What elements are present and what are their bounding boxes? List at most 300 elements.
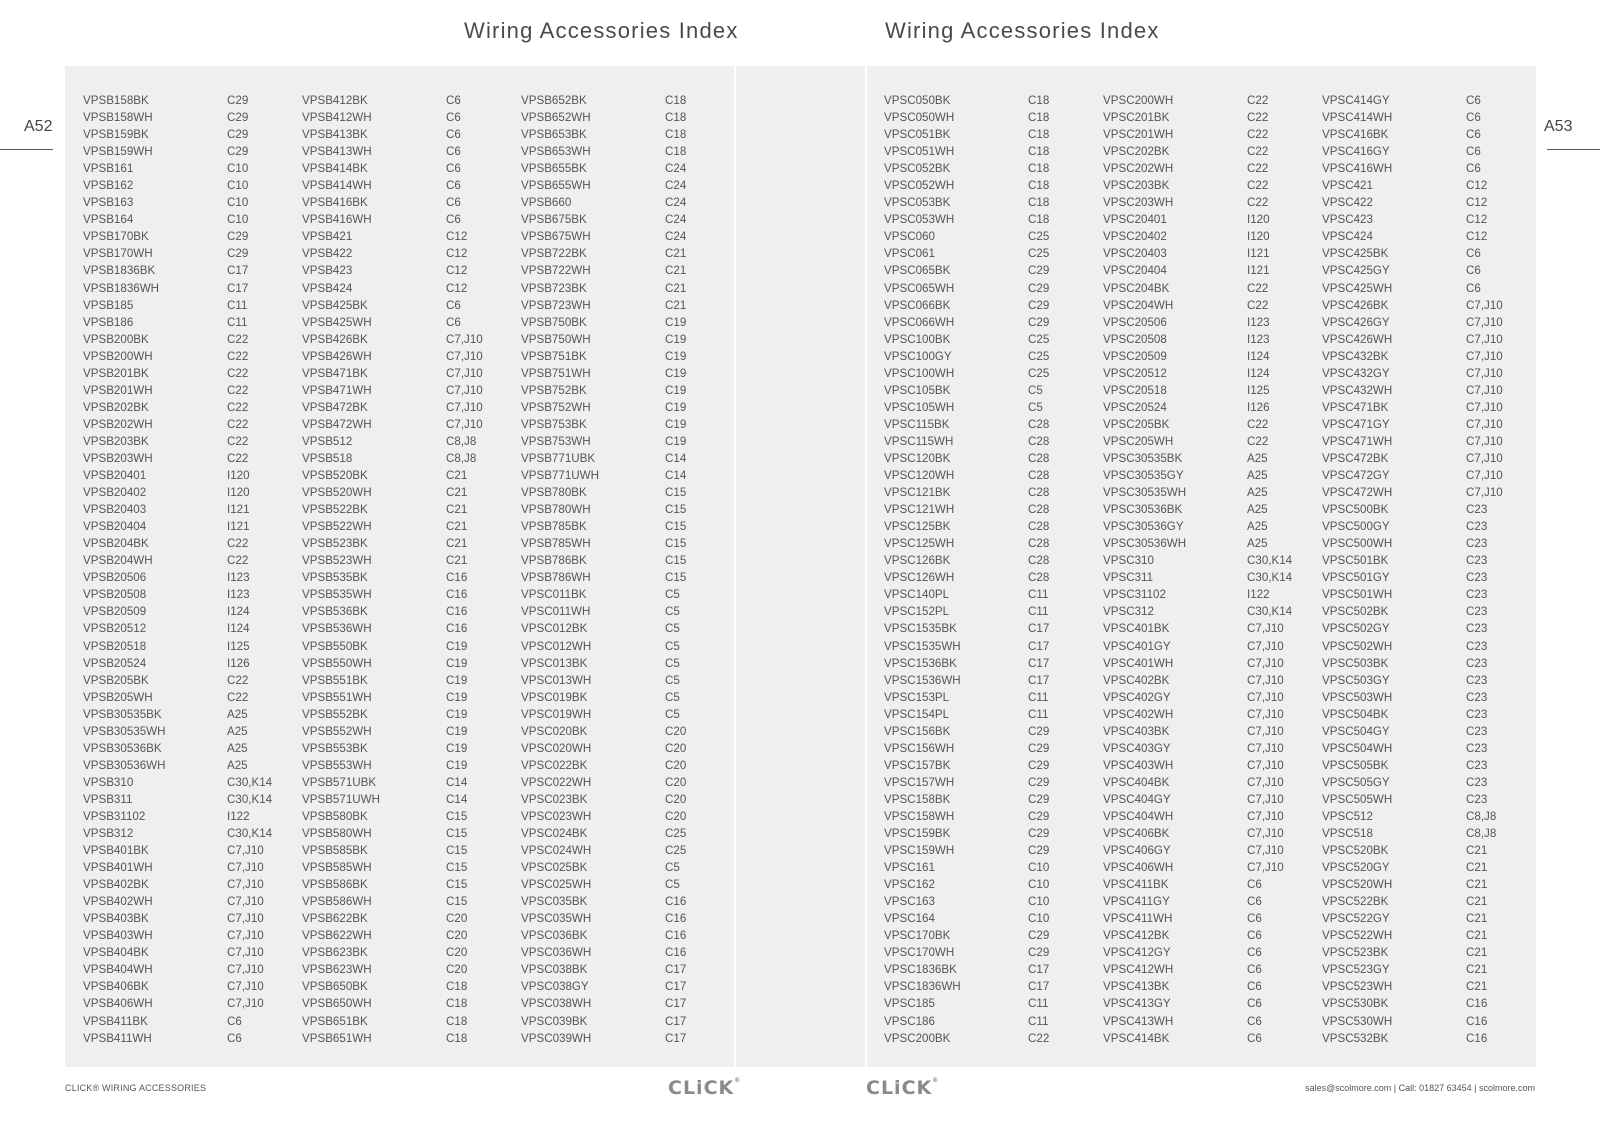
page-reference: C29 [1028,827,1050,841]
page-reference: C28 [1028,537,1050,551]
product-code: VPSC050BK [884,94,951,107]
page-reference: C14 [665,469,687,483]
index-row [83,160,272,177]
product-code: VPSC20403 [1103,247,1167,261]
page-reference: C23 [1466,622,1488,636]
page-reference: C17 [1028,656,1050,670]
page-reference: C17 [665,980,687,994]
product-code: VPSB653WH [521,145,591,159]
product-code: VPSC425BK [1322,247,1389,261]
product-code: VPSC31102 [1103,588,1166,602]
product-code: VPSC30535BK [1103,451,1183,465]
product-code: VPSC520WH [1322,878,1393,892]
index-row [1103,467,1292,484]
product-code: VPSC472WH [1322,486,1393,500]
index-row [521,245,686,262]
index-row [521,535,686,552]
index-row [302,467,483,484]
product-code: VPSC414GY [1322,94,1390,107]
page-reference: C7,J10 [227,946,264,960]
index-row [521,672,686,689]
index-row [1103,569,1292,586]
page-reference: C22 [1247,162,1269,176]
index-row [83,126,272,143]
product-code: VPSB414WH [302,179,372,193]
index-row [83,740,272,757]
product-code: VPSC1536BK [884,656,957,670]
page-reference: C10 [227,162,249,176]
index-row [1103,109,1292,126]
product-code: VPSC066WH [884,315,955,329]
product-code: VPSB426WH [302,349,372,363]
product-code: VPSC020WH [521,741,592,755]
product-code: VPSB750BK [521,315,587,329]
page-reference: C30,K14 [1247,605,1293,619]
product-code: VPSC432WH [1322,383,1393,397]
page-reference: C6 [1247,878,1262,892]
page-reference: C24 [665,162,687,176]
product-code: VPSC024WH [521,844,592,858]
product-code: VPSB771UBK [521,451,596,465]
index-row [83,672,272,689]
index-row [884,723,1049,740]
product-code: VPSB159BK [83,128,149,142]
page-reference: C19 [446,656,468,670]
page-reference: C16 [1466,997,1488,1011]
product-code: VPSC500GY [1322,520,1390,534]
index-row [1103,314,1292,331]
index-row [1103,842,1292,859]
index-row [83,433,272,450]
page-reference: C10 [1028,912,1050,926]
index-row [521,433,686,450]
product-code: VPSB675WH [521,230,591,244]
index-row [83,603,272,620]
product-code: VPSB553BK [302,741,368,755]
product-code: VPSB585WH [302,861,372,875]
product-code: VPSB780BK [521,486,587,500]
page-reference: C14 [446,775,468,789]
index-row [1103,211,1292,228]
page-reference: A25 [227,707,248,721]
page-reference: C29 [1028,281,1050,295]
index-row [1322,961,1503,978]
product-code: VPSC156WH [884,741,955,755]
page-reference: C7,J10 [1247,861,1284,875]
product-code: VPSC530BK [1322,997,1389,1011]
index-row [1103,620,1292,637]
page-reference: C7,J10 [227,878,264,892]
product-code: VPSB425WH [302,315,372,329]
product-code: VPSC012BK [521,622,588,636]
page-reference: C17 [665,997,687,1011]
product-code: VPSB536WH [302,622,372,636]
page-reference: C6 [1466,247,1481,261]
index-row [521,569,686,586]
product-code: VPSC126WH [884,571,955,585]
index-row [83,978,272,995]
product-code: VPSB675BK [521,213,587,227]
product-code: VPSB20403 [83,503,147,517]
page-reference: C14 [446,792,468,806]
right-page-column-1 [884,92,1049,1047]
index-row [1322,280,1503,297]
index-row [884,842,1049,859]
product-code: VPSB20506 [83,571,147,585]
index-row [1103,92,1292,109]
index-row [302,433,483,450]
index-row [302,92,483,109]
page-reference: C28 [1028,434,1050,448]
index-row [302,927,483,944]
index-row [83,1030,272,1047]
page-reference: C15 [446,844,468,858]
index-row [1322,893,1503,910]
index-row [302,143,483,160]
product-code: VPSB205BK [83,673,149,687]
page-reference: C6 [1247,1031,1262,1045]
page-reference: C7,J10 [227,963,264,977]
index-row [1103,331,1292,348]
page-reference: C21 [665,298,687,312]
product-code: VPSC025BK [521,861,588,875]
product-code: VPSB518 [302,451,353,465]
page-reference: C29 [227,94,249,107]
index-row [83,467,272,484]
product-code: VPSC022BK [521,758,588,772]
page-reference: C7,J10 [1247,775,1284,789]
index-row [83,314,272,331]
product-code: VPSC013BK [521,656,588,670]
product-code: VPSC204BK [1103,281,1170,295]
page-reference: C7,J10 [227,997,264,1011]
click-logo-left-text: CLiCK [668,1077,735,1099]
page-reference: C28 [1028,486,1050,500]
product-code: VPSC404GY [1103,792,1171,806]
index-row [1322,791,1503,808]
page-reference: C22 [1247,111,1269,125]
index-row [83,194,272,211]
product-code: VPSC158BK [884,792,951,806]
product-code: VPSB472BK [302,400,368,414]
index-row [302,876,483,893]
page-reference: C7,J10 [1247,656,1284,670]
page-reference: C19 [446,707,468,721]
page-reference: C7,J10 [227,895,264,909]
page-reference: C7,J10 [227,912,264,926]
page-reference: C30,K14 [227,792,273,806]
index-row [1103,399,1292,416]
page-reference: C6 [446,128,461,142]
index-row [1103,450,1292,467]
index-row [1103,586,1292,603]
index-row [1103,723,1292,740]
index-row [521,280,686,297]
index-row [1103,416,1292,433]
product-code: VPSC125WH [884,537,955,551]
index-row [1322,825,1503,842]
product-code: VPSB522WH [302,520,372,534]
page-reference: C22 [1247,94,1269,107]
page-reference: C22 [227,383,249,397]
index-row [1103,518,1292,535]
product-code: VPSC052BK [884,162,951,176]
right-page-title: Wiring Accessories Index [885,18,1160,43]
product-code: VPSB650BK [302,980,368,994]
product-code: VPSB20508 [83,588,147,602]
product-code: VPSC425WH [1322,281,1393,295]
page-reference: C8,J8 [446,434,477,448]
product-code: VPSC161 [884,861,935,875]
index-row [884,484,1049,501]
page-reference: C5 [1028,400,1043,414]
index-row [1322,535,1503,552]
page-reference: C16 [446,622,468,636]
page-reference: C11 [1028,707,1049,721]
page-reference: C20 [665,724,687,738]
index-row [884,791,1049,808]
index-row [1103,808,1292,825]
product-code: VPSC523GY [1322,963,1390,977]
page-reference: C16 [1466,1014,1488,1028]
index-row [83,109,272,126]
product-code: VPSC20401 [1103,213,1167,227]
product-code: VPSC065WH [884,281,955,295]
index-row [521,757,686,774]
page-reference: I121 [227,503,250,517]
index-row [884,262,1049,279]
page-reference: C6 [1247,963,1262,977]
product-code: VPSB552BK [302,707,368,721]
product-code: VPSB170BK [83,230,149,244]
page-reference: C29 [227,128,249,142]
page-reference: C7,J10 [1247,809,1284,823]
product-code: VPSC500WH [1322,537,1393,551]
page-reference: C7,J10 [1247,707,1284,721]
page-reference: A25 [227,758,248,772]
index-row [884,689,1049,706]
index-row [521,92,686,109]
index-row [302,160,483,177]
index-row [302,740,483,757]
product-code: VPSC426BK [1322,298,1389,312]
product-code: VPSC503GY [1322,673,1390,687]
index-row [83,331,272,348]
index-row [1322,927,1503,944]
index-row [1322,740,1503,757]
product-code: VPSC105WH [884,400,955,414]
index-row [1322,978,1503,995]
index-row [83,228,272,245]
page-reference: C6 [446,196,461,210]
product-code: VPSC402BK [1103,673,1170,687]
index-row [884,467,1049,484]
index-row [1103,774,1292,791]
index-row [1322,655,1503,672]
index-row [83,569,272,586]
page-reference: C21 [446,537,468,551]
index-row [884,109,1049,126]
product-code: VPSC115WH [884,434,954,448]
product-code: VPSC158WH [884,809,955,823]
page-reference: C18 [665,111,687,125]
index-row [1322,331,1503,348]
index-row [302,518,483,535]
product-code: VPSB203BK [83,434,149,448]
index-row [884,365,1049,382]
page-reference: C21 [446,486,468,500]
page-reference: C23 [1466,707,1488,721]
page-reference: C22 [227,417,249,431]
page-reference: C29 [1028,298,1050,312]
index-row [1322,433,1503,450]
product-code: VPSB202BK [83,400,149,414]
index-row [521,740,686,757]
page-reference: A25 [1247,451,1268,465]
page-reference: I126 [227,656,250,670]
page-reference: C29 [1028,844,1050,858]
index-row [521,586,686,603]
index-row [302,177,483,194]
page-reference: C7,J10 [1466,332,1503,346]
page-reference: C21 [1466,878,1488,892]
page-reference: C21 [1466,946,1488,960]
product-code: VPSB623WH [302,963,372,977]
page-reference: C16 [665,895,687,909]
page-reference: C6 [1466,264,1481,278]
page-reference: C6 [1247,895,1262,909]
index-row [1322,160,1503,177]
page-reference: C30,K14 [1247,554,1293,568]
index-row [1322,484,1503,501]
index-row [1322,757,1503,774]
page-reference: C11 [1028,997,1049,1011]
page-reference: C8,J8 [446,451,477,465]
product-code: VPSB520BK [302,469,368,483]
product-code: VPSC530WH [1322,1014,1393,1028]
page-reference: C23 [1466,605,1488,619]
product-code: VPSB20404 [83,520,147,534]
left-page-title: Wiring Accessories Index [464,18,739,43]
left-page-column-3 [521,92,686,1047]
page-reference: C6 [446,298,461,312]
product-code: VPSB552WH [302,724,372,738]
page-reference: C6 [1247,980,1262,994]
page-reference: C28 [1028,503,1050,517]
left-page-column-2 [302,92,483,1047]
product-code: VPSB312 [83,827,134,841]
index-row [884,978,1049,995]
product-code: VPSC411BK [1103,878,1169,892]
page-reference: C21 [1466,861,1488,875]
right-page-column-3 [1322,92,1503,1047]
product-code: VPSB201BK [83,366,149,380]
product-code: VPSC012WH [521,639,592,653]
product-code: VPSB512 [302,434,353,448]
index-row [302,245,483,262]
product-code: VPSC412GY [1103,946,1171,960]
index-row [521,552,686,569]
page-reference: I125 [227,639,250,653]
product-code: VPSB655BK [521,162,587,176]
product-code: VPSB162 [83,179,134,193]
page-reference: C20 [665,741,687,755]
page-reference: C19 [446,724,468,738]
index-row [302,450,483,467]
page-reference: C7,J10 [227,980,264,994]
product-code: VPSB571UBK [302,775,377,789]
page-reference: C19 [665,349,687,363]
page-reference: C18 [446,980,468,994]
page-reference: C7,J10 [1247,844,1284,858]
index-row [302,552,483,569]
page-reference: C6 [446,315,461,329]
page-reference: C20 [665,758,687,772]
index-row [1322,365,1503,382]
index-row [302,825,483,842]
index-row [302,944,483,961]
page-reference: I124 [1247,366,1270,380]
index-row [83,586,272,603]
page-reference: C7,J10 [1466,434,1503,448]
product-code: VPSC022WH [521,775,592,789]
left-page-number: A52 [24,118,53,135]
page-reference: C20 [446,946,468,960]
product-code: VPSC024BK [521,827,588,841]
product-code: VPSC100BK [884,332,951,346]
product-code: VPSC523BK [1322,946,1389,960]
index-row [302,603,483,620]
index-row [302,1013,483,1030]
page-reference: C14 [665,451,687,465]
page-reference: C25 [1028,332,1050,346]
product-code: VPSC120WH [884,469,955,483]
product-code: VPSC312 [1103,605,1154,619]
product-code: VPSC406GY [1103,844,1171,858]
page-reference: C21 [446,503,468,517]
page-reference: C22 [227,673,249,687]
product-code: VPSC036WH [521,946,592,960]
product-code: VPSB416WH [302,213,372,227]
index-row [884,774,1049,791]
product-code: VPSC401BK [1103,622,1170,636]
product-code: VPSC421 [1322,179,1373,193]
product-code: VPSC205BK [1103,417,1170,431]
product-code: VPSB655WH [521,179,591,193]
page-reference: C23 [1466,656,1488,670]
index-row [1103,484,1292,501]
page-reference: C7,J10 [1466,315,1503,329]
index-row [1322,501,1503,518]
page-reference: C10 [1028,878,1050,892]
index-row [302,280,483,297]
page-reference: C29 [1028,792,1050,806]
page-reference: I124 [1247,349,1270,363]
product-code: VPSB785WH [521,537,591,551]
product-code: VPSB413BK [302,128,368,142]
product-code: VPSC414WH [1322,111,1393,125]
page-reference: C7,J10 [1247,690,1284,704]
page-reference: C6 [446,213,461,227]
index-row [1103,603,1292,620]
product-code: VPSC100GY [884,349,952,363]
product-code: VPSC311 [1103,571,1154,585]
product-code: VPSC501BK [1322,554,1389,568]
product-code: VPSB163 [83,196,134,210]
product-code: VPSC501GY [1322,571,1390,585]
page-reference: C25 [665,827,687,841]
product-code: VPSB1836BK [83,264,156,278]
